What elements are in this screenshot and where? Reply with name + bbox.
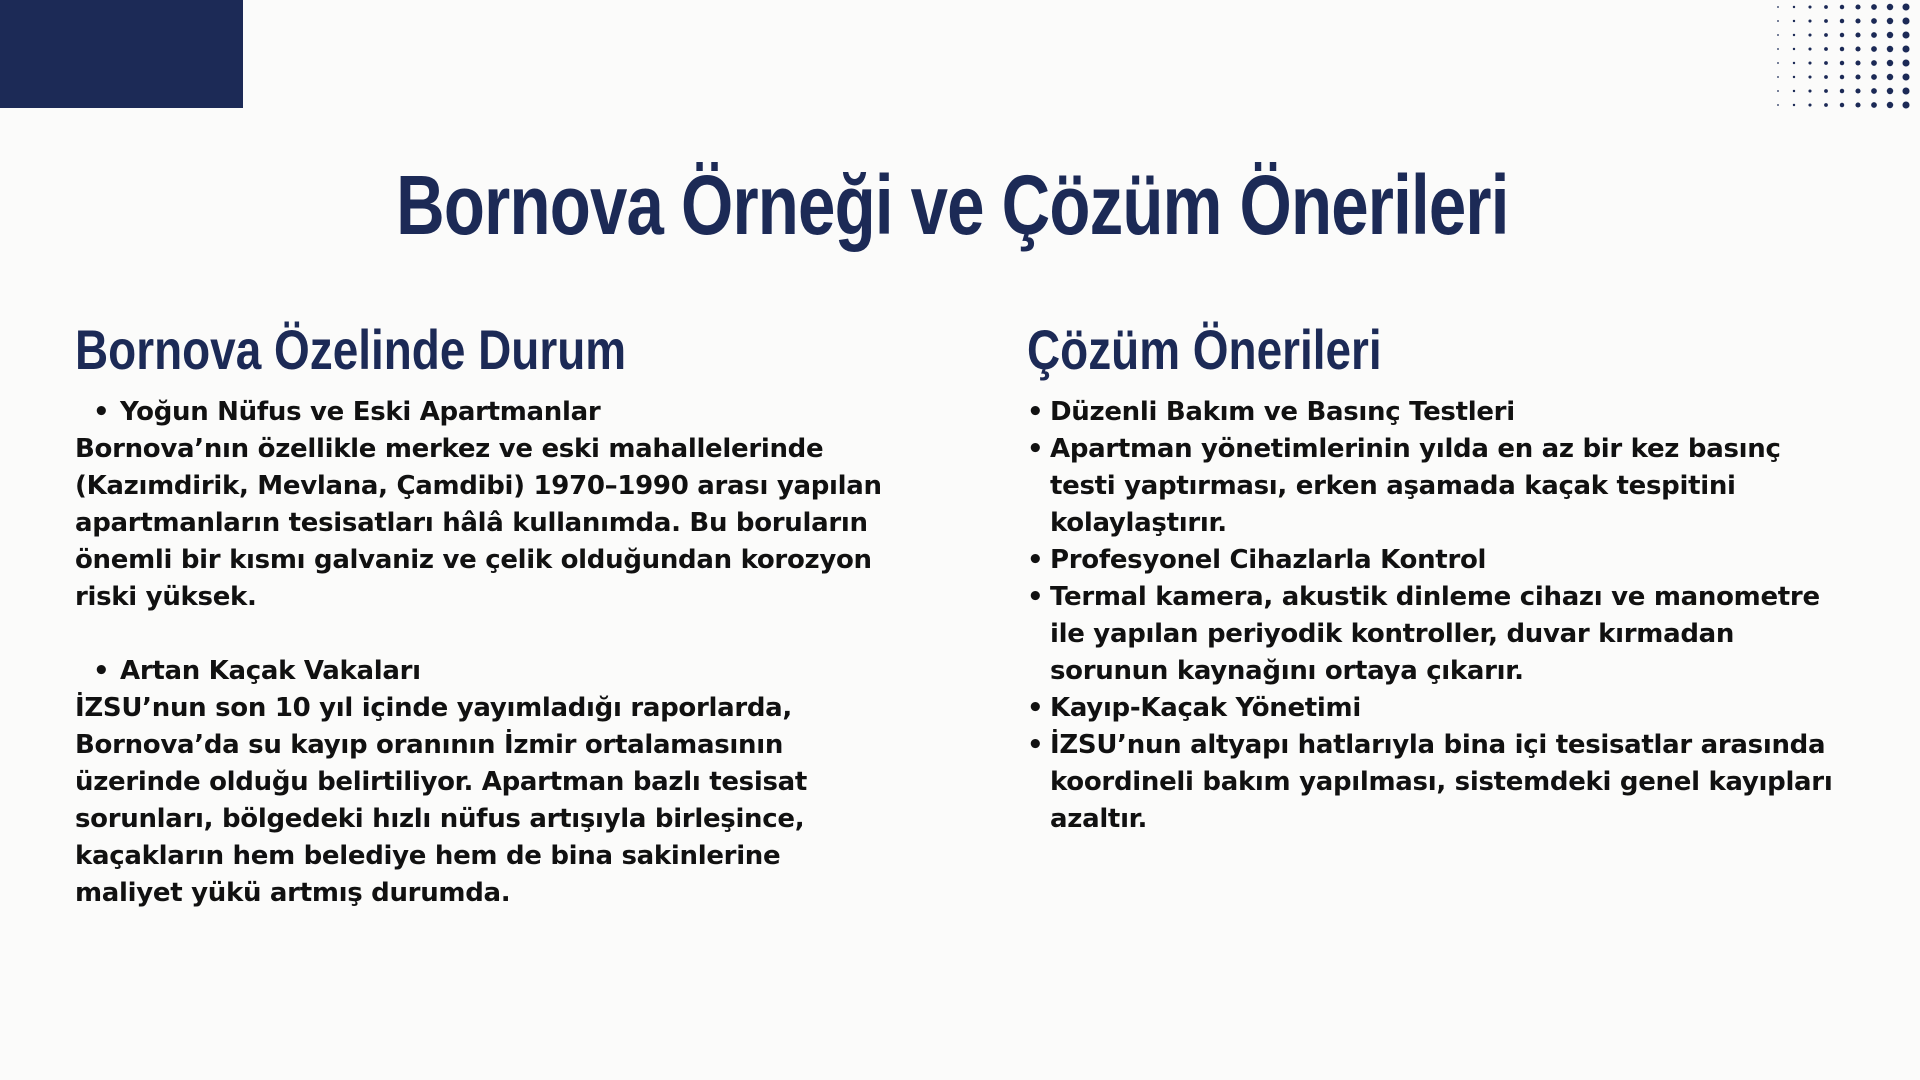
decor-dot: [1777, 62, 1779, 64]
decor-dot: [1777, 104, 1779, 106]
decor-dot: [1840, 75, 1844, 79]
decor-dot: [1808, 33, 1811, 36]
decor-dot: [1824, 103, 1828, 107]
decor-dot: [1808, 75, 1811, 78]
right-column: [1027, 318, 1837, 838]
decor-dot: [1871, 4, 1877, 10]
decor-dot: [1902, 45, 1909, 52]
decor-dot: [1902, 31, 1909, 38]
decor-dot: [1824, 5, 1828, 9]
decor-dot: [1808, 61, 1811, 64]
bullet-icon: •: [1027, 582, 1044, 612]
decor-dot: [1855, 32, 1860, 37]
list-item: [1027, 394, 1837, 431]
decor-dot: [1793, 6, 1795, 8]
decor-dot: [1793, 76, 1795, 78]
decor-dot: [1887, 88, 1893, 94]
decor-dot: [1871, 60, 1877, 66]
paragraph: Bornova’nın özellikle merkez ve eski mahallelerinde (Kazımdirik, Mevlana, Çamdibi) 1970–1990 arası yapılan apartmanların tesisatları hâlâ kullanımda. Bu boruların önemli bir kısmı galvaniz ve çelik olduğundan korozyon riski yüksek.: [75, 434, 882, 612]
decor-dot: [1855, 60, 1860, 65]
decor-dot: [1840, 19, 1844, 23]
decor-dot: [1793, 104, 1795, 106]
decor-dot: [1777, 90, 1779, 92]
page-title: Bornova Örneği ve Çözüm Önerileri: [396, 158, 1509, 252]
decor-dot: [1793, 20, 1795, 22]
list-item: [1027, 542, 1837, 579]
decor-dot: [1855, 46, 1860, 51]
decor-dot: [1855, 88, 1860, 93]
decor-dot: [1855, 4, 1860, 9]
decor-dot: [1902, 17, 1909, 24]
decor-dot: [1824, 61, 1828, 65]
decor-dot: [1887, 4, 1893, 10]
decor-dot: [1871, 32, 1877, 38]
right-heading: Çözüm Önerileri: [1027, 318, 1382, 381]
decor-dot: [1902, 59, 1909, 66]
decor-dot: [1855, 74, 1860, 79]
decor-dot: [1824, 19, 1828, 23]
decor-dot: [1777, 34, 1779, 36]
list-item-text: Termal kamera, akustik dinleme cihazı ve manometre ile yapılan periyodik kontroller, duvar kırmadan sorunun kaynağını ortaya çıkarır.: [1050, 582, 1820, 686]
bullet-icon: •: [93, 656, 110, 686]
list-item-text: Apartman yönetimlerinin yılda en az bir kez basınç testi yaptırması, erken aşamada kaçak tespitini kolaylaştırır.: [1050, 434, 1781, 538]
decor-dot: [1824, 75, 1828, 79]
bullet-icon: •: [1027, 397, 1044, 427]
decor-dot: [1855, 18, 1860, 23]
decor-dot: [1887, 32, 1893, 38]
decor-dot: [1902, 87, 1909, 94]
decor-dot: [1793, 62, 1795, 64]
decor-dot: [1777, 20, 1779, 22]
bullet-label: Artan Kaçak Vakaları: [120, 656, 421, 686]
decor-dot: [1871, 18, 1877, 24]
left-body: [75, 394, 895, 912]
decor-dot: [1887, 18, 1893, 24]
list-item: [1027, 690, 1837, 727]
paragraph: İZSU’nun son 10 yıl içinde yayımladığı raporlarda, Bornova’da su kayıp oranının İzmir ortalamasının üzerinde olduğu belirtiliyor. Apartman bazlı tesisat sorunları, bölgedeki hızlı nüfus artışıyla birleşince, kaçakların hem belediye hem de bina sakinlerine maliyet yükü artmış durumda.: [75, 693, 807, 908]
decor-dot: [1840, 5, 1844, 9]
bullet-icon: •: [1027, 545, 1044, 575]
decor-dot: [1855, 102, 1860, 107]
decor-dot: [1808, 19, 1811, 22]
solutions-list: [1027, 394, 1837, 838]
list-item: [1027, 727, 1837, 838]
decor-dot: [1902, 101, 1909, 108]
decor-dot: [1808, 103, 1811, 106]
decor-dot: [1840, 89, 1844, 93]
bullet-item: [75, 394, 895, 431]
decor-dot: [1793, 48, 1795, 50]
decor-dot: [1808, 89, 1811, 92]
decor-dot: [1871, 74, 1877, 80]
decor-dot: [1871, 102, 1877, 108]
decor-dot: [1887, 74, 1893, 80]
dot-grid-decor: [1770, 0, 1920, 110]
bullet-icon: •: [1027, 693, 1044, 723]
decor-dot: [1840, 33, 1844, 37]
decor-dot: [1871, 88, 1877, 94]
left-column: [75, 318, 895, 912]
list-item: [1027, 579, 1837, 690]
decor-dot: [1887, 102, 1893, 108]
bullet-label: Yoğun Nüfus ve Eski Apartmanlar: [120, 397, 601, 427]
bullet-item: [75, 653, 895, 690]
decor-dot: [1824, 33, 1828, 37]
decor-dot: [1808, 47, 1811, 50]
decor-dot: [1777, 6, 1779, 8]
decor-dot: [1808, 5, 1811, 8]
decor-dot: [1793, 34, 1795, 36]
decor-dot: [1840, 47, 1844, 51]
decor-dot: [1824, 47, 1828, 51]
decor-dot: [1887, 60, 1893, 66]
corner-decor-block: [0, 0, 243, 108]
list-item-text: Profesyonel Cihazlarla Kontrol: [1050, 545, 1487, 575]
decor-dot: [1840, 61, 1844, 65]
left-heading: Bornova Özelinde Durum: [75, 318, 627, 381]
bullet-icon: •: [93, 397, 110, 427]
bullet-icon: •: [1027, 434, 1044, 464]
decor-dot: [1840, 103, 1844, 107]
list-item-text: İZSU’nun altyapı hatlarıyla bina içi tesisatlar arasında koordineli bakım yapılması, sistemdeki genel kayıpları azaltır.: [1050, 730, 1833, 834]
list-item-text: Kayıp-Kaçak Yönetimi: [1050, 693, 1361, 723]
decor-dot: [1887, 46, 1893, 52]
list-item: [1027, 431, 1837, 542]
decor-dot: [1777, 76, 1779, 78]
decor-dot: [1793, 90, 1795, 92]
bullet-icon: •: [1027, 730, 1044, 760]
decor-dot: [1824, 89, 1828, 93]
decor-dot: [1871, 46, 1877, 52]
decor-dot: [1902, 3, 1909, 10]
decor-dot: [1777, 48, 1779, 50]
decor-dot: [1902, 73, 1909, 80]
list-item-text: Düzenli Bakım ve Basınç Testleri: [1050, 397, 1515, 427]
